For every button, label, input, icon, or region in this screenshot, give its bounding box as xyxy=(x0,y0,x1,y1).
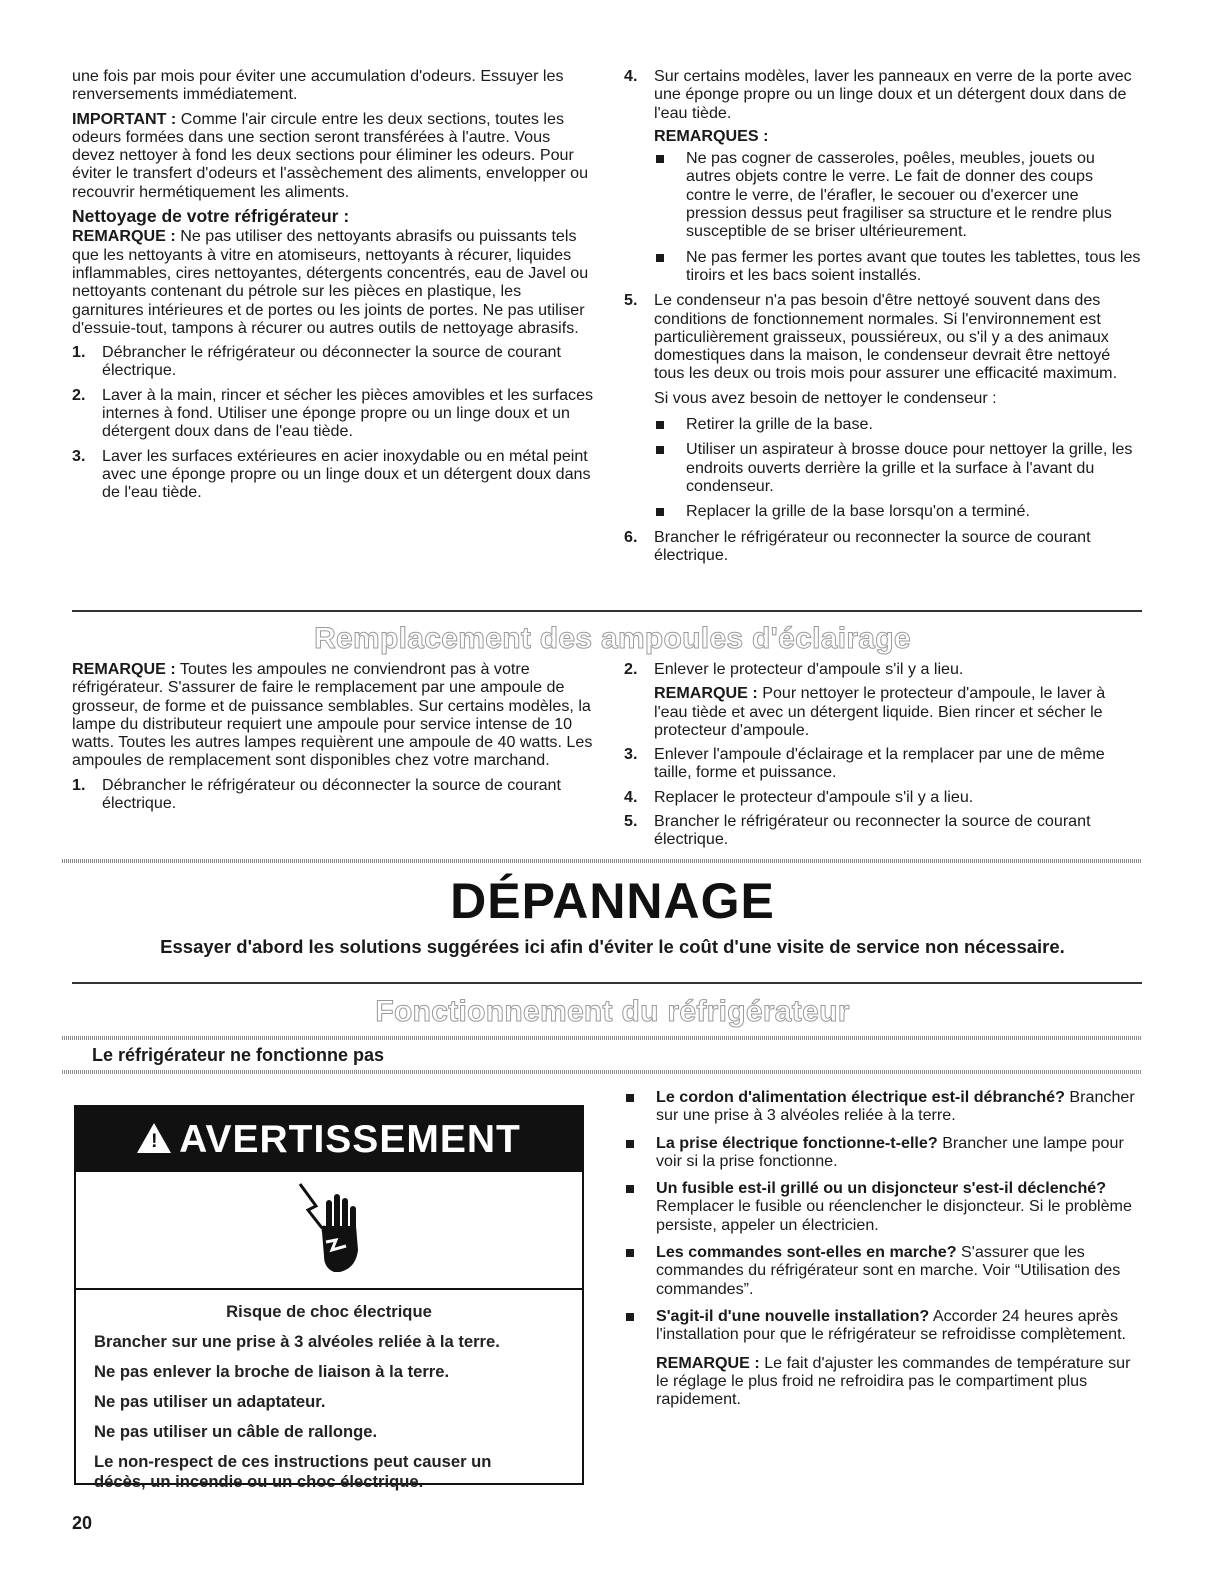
step-text: Sur certains modèles, laver les panneaux en verre de la porte avec une éponge propre ou un linge doux et un détergent doux dans de l'eau tiède. xyxy=(654,67,1132,122)
step-number: 1. xyxy=(72,343,86,362)
bullet-text: Ne pas cogner de casseroles, poêles, meubles, jouets ou autres objets contre le verre. Le fait de donner des coups contre le verre, de l'érafler, le secouer ou d'exercer une pression dessus peut fragiliser sa structure et le rendre plus susceptible de se briser ultérieurement. xyxy=(686,149,1112,241)
remarque-label: REMARQUE : xyxy=(654,684,758,703)
section-divider xyxy=(72,610,1142,612)
remarque-text: Toutes les ampoules ne conviendront pas à votre réfrigérateur. S'assurer de faire le remplacement par une ampoule de grosseur, de forme et de puissance semblables. Sur certains modèles, la lampe du distributeur requiert une ampoule pour service intense de 10 watts. Toutes les autres lampes requièrent une ampoule de 40 watts. Les ampoules de remplacement sont disponibles chez votre marchand. xyxy=(72,660,593,770)
bulbs-steps-continued xyxy=(624,660,1142,849)
step-number: 3. xyxy=(624,745,638,764)
warning-consequence: Le non-respect de ces instructions peut causer un décès, un incendie ou un choc électrique. xyxy=(94,1452,492,1491)
bulbs-section-title: Remplacement des ampoules d'éclairage xyxy=(314,622,911,655)
remarque-label: REMARQUE : xyxy=(72,227,176,246)
list-item xyxy=(624,67,1142,284)
list-item xyxy=(624,788,1142,806)
important-label: IMPORTANT : xyxy=(72,109,177,128)
cleaning-subheading: Nettoyage de votre réfrigérateur : xyxy=(72,206,350,227)
bullet-icon xyxy=(626,1094,634,1102)
bullet-icon xyxy=(656,446,664,454)
list-item xyxy=(654,502,1142,520)
list-item xyxy=(624,1243,1142,1298)
dotted-divider xyxy=(62,859,1142,863)
bullet-icon xyxy=(626,1249,634,1257)
remarque-label: REMARQUE : xyxy=(72,660,176,678)
warning-icon-area xyxy=(76,1172,582,1290)
list-item xyxy=(624,1179,1142,1234)
warning-line: Brancher sur une prise à 3 alvéoles reliée à la terre. xyxy=(94,1332,500,1351)
step-number: 4. xyxy=(624,787,638,806)
cleaning-steps xyxy=(72,343,597,501)
bullet-icon xyxy=(626,1313,634,1321)
bullet-text: Replacer la grille de la base lorsqu'on a terminé. xyxy=(686,502,1030,521)
step-number: 5. xyxy=(624,812,638,831)
list-item xyxy=(624,528,1142,565)
step-number: 4. xyxy=(624,67,638,85)
bulbs-steps xyxy=(72,776,597,813)
list-item xyxy=(624,660,1142,739)
dotted-divider xyxy=(62,1036,1142,1040)
cleaning-steps-continued xyxy=(624,67,1142,564)
list-item xyxy=(72,343,597,380)
list-item xyxy=(72,447,597,502)
step-text: Brancher le réfrigérateur ou reconnecter la source de courant électrique. xyxy=(654,812,1091,849)
warning-line: Ne pas enlever la broche de liaison à la terre. xyxy=(94,1362,450,1381)
operation-section-title: Fonctionnement du réfrigérateur xyxy=(375,995,850,1028)
check-question: Le cordon d'alimentation électrique est-il débranché? xyxy=(656,1088,1065,1106)
important-text: Comme l'air circule entre les deux sections, toutes les odeurs formées dans une section seront transférées à l'autre. Vous devez nettoyer à fond les deux sections pour éliminer les odeurs. Pour éviter le transfert d'odeurs et l'assèchement des aliments, envelopper ou recouvrir hermétiquement les aliments. xyxy=(72,109,589,201)
bullet-icon xyxy=(656,155,664,163)
list-item xyxy=(72,386,597,441)
bullet-icon xyxy=(656,508,664,516)
warning-line: Ne pas utiliser un adaptateur. xyxy=(94,1392,326,1411)
bullet-icon xyxy=(656,421,664,429)
paragraph-odors: une fois par mois pour éviter une accumulation d'odeurs. Essuyer les renversements immédiatement. xyxy=(72,67,564,104)
step-number: 6. xyxy=(624,527,638,546)
warning-box xyxy=(74,1105,584,1491)
problem-heading: Le réfrigérateur ne fonctionne pas xyxy=(92,1045,385,1065)
cleaning-remarque xyxy=(72,227,597,337)
list-item xyxy=(624,291,1142,520)
step-text: Le condenseur n'a pas besoin d'être nettoyé souvent dans des conditions de fonctionnement normales. Si l'environnement est particulièrement graisseux, poussiéreux, ou s'il y a des animaux domestiques dans la maison, le condenseur devrait être nettoyé tous les deux ou trois mois pour assurer une efficacité maximum. xyxy=(654,291,1118,383)
step-text: Replacer le protecteur d'ampoule s'il y a lieu. xyxy=(654,787,974,806)
condenser-intro: Si vous avez besoin de nettoyer le condenseur : xyxy=(654,388,997,407)
bullet-icon xyxy=(626,1140,634,1148)
step-text: Enlever le protecteur d'ampoule s'il y a lieu. xyxy=(654,660,964,678)
step-text: Laver les surfaces extérieures en acier inoxydable ou en métal peint avec une éponge propre ou un linge doux et un détergent doux dans de l'eau tiède. xyxy=(102,446,591,502)
remarque-text: Le fait d'ajuster les commandes de température sur le réglage le plus froid ne refroidira pas le compartiment plus rapidement. xyxy=(656,1353,1131,1409)
troubleshooting-checks xyxy=(624,1088,1142,1417)
remarque-text: Ne pas utiliser des nettoyants abrasifs ou puissants tels que les nettoyants à vitre en atomiseurs, nettoyants à récurer, liquides inflammables, cires nettoyantes, détergents concentrés, eau de Javel ou nettoyants contenant du pétrole sur les pièces en plastique, les garnitures intérieures et de portes ou les joints de portes. Ne pas utiliser d'essuie-tout, tampons à récurer ou autres outils de nettoyage abrasifs. xyxy=(72,227,589,337)
final-remarque xyxy=(656,1354,1142,1409)
list-item xyxy=(72,776,597,813)
warning-triangle-icon: ! xyxy=(137,1123,171,1153)
bulbs-cover-remarque xyxy=(654,684,1142,739)
list-item xyxy=(654,248,1142,285)
section-divider xyxy=(72,982,1142,984)
check-question: Les commandes sont-elles en marche? xyxy=(656,1243,957,1262)
step-number: 5. xyxy=(624,291,638,310)
step-number: 2. xyxy=(624,660,638,678)
check-question: Un fusible est-il grillé ou un disjoncteur s'est-il déclenché? xyxy=(656,1179,1107,1198)
warning-banner-text: AVERTISSEMENT xyxy=(179,1118,521,1161)
bulbs-right-column xyxy=(624,660,1142,855)
bulbs-remarque xyxy=(72,660,597,770)
remarques-list xyxy=(654,149,1142,284)
check-question: La prise électrique fonctionne-t-elle? xyxy=(656,1133,938,1152)
electric-shock-hand-icon xyxy=(296,1180,366,1280)
warning-text xyxy=(76,1292,582,1502)
list-item xyxy=(624,1134,1142,1171)
page-number: 20 xyxy=(72,1513,93,1533)
top-right-column xyxy=(624,67,1142,570)
check-answer: Brancher sur une prise à 3 alvéoles reliée à la terre. xyxy=(656,1088,1135,1125)
bulbs-left-column xyxy=(72,660,597,818)
step-number: 2. xyxy=(72,385,86,404)
step-number: 3. xyxy=(72,446,86,465)
list-item xyxy=(624,1307,1142,1408)
troubleshooting-intro: Essayer d'abord les solutions suggérées ici afin d'éviter le coût d'une visite de service non nécessaire. xyxy=(160,936,1065,957)
remarque-label: REMARQUE : xyxy=(656,1353,760,1372)
check-answer: Brancher une lampe pour voir si la prise fonctionne. xyxy=(656,1133,1124,1170)
list-item xyxy=(624,745,1142,782)
check-answer: S'assurer que les commandes du réfrigérateur sont en marche. Voir “Utilisation des commandes”. xyxy=(656,1243,1121,1298)
step-text: Débrancher le réfrigérateur ou déconnecter la source de courant électrique. xyxy=(102,775,561,813)
bullet-icon xyxy=(656,254,664,262)
check-question: S'agit-il d'une nouvelle installation? xyxy=(656,1306,930,1325)
list-item xyxy=(624,1088,1142,1125)
step-number: 1. xyxy=(72,775,86,794)
condenser-steps xyxy=(654,415,1142,520)
list-item xyxy=(624,812,1142,849)
warning-risk: Risque de choc électrique xyxy=(226,1302,432,1321)
checks-list xyxy=(624,1088,1142,1408)
step-text: Débrancher le réfrigérateur ou déconnecter la source de courant électrique. xyxy=(102,343,561,380)
bullet-text: Utiliser un aspirateur à brosse douce pour nettoyer la grille, les endroits ouverts derrière la grille et la surface à l'avant du condenseur. xyxy=(686,440,1133,495)
step-text: Laver à la main, rincer et sécher les pièces amovibles et les surfaces internes à fond. Utiliser une éponge propre ou un linge doux et un détergent doux dans de l'eau tiède. xyxy=(102,385,594,441)
list-item xyxy=(654,440,1142,495)
top-left-column xyxy=(72,67,597,508)
bullet-text: Ne pas fermer les portes avant que toutes les tablettes, tous les tiroirs et les bacs soient installés. xyxy=(686,247,1141,284)
warning-banner xyxy=(76,1107,582,1172)
page-title: DÉPANNAGE xyxy=(450,873,775,929)
list-item xyxy=(654,149,1142,240)
remarque-text: Pour nettoyer le protecteur d'ampoule, le laver à l'eau tiède et avec un détergent liquide. Bien rincer et sécher le protecteur d'ampoule. xyxy=(654,684,1106,739)
warning-line: Ne pas utiliser un câble de rallonge. xyxy=(94,1422,378,1441)
list-item xyxy=(654,415,1142,433)
dotted-divider xyxy=(62,1070,1142,1074)
step-text: Enlever l'ampoule d'éclairage et la remplacer par une de même taille, forme et puissance. xyxy=(654,745,1105,782)
bullet-icon xyxy=(626,1185,634,1193)
bullet-text: Retirer la grille de la base. xyxy=(686,415,873,434)
check-answer: Remplacer le fusible ou réenclencher le disjoncteur. Si le problème persiste, appeler un électricien. xyxy=(656,1197,1132,1234)
check-answer: Accorder 24 heures après l'installation pour que le réfrigérateur se refroidisse complètement. xyxy=(656,1306,1127,1344)
step-text: Brancher le réfrigérateur ou reconnecter la source de courant électrique. xyxy=(654,527,1091,564)
important-note xyxy=(72,110,597,201)
remarques-label: REMARQUES : xyxy=(654,126,769,145)
